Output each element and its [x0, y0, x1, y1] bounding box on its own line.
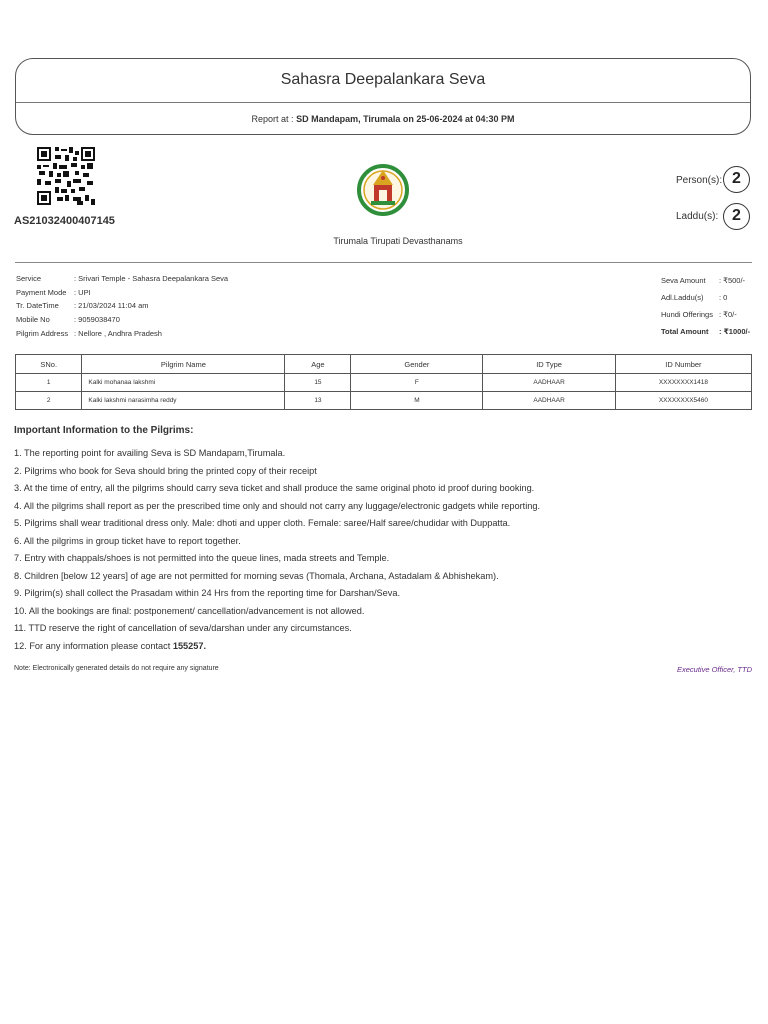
- table-cell: 2: [16, 392, 82, 410]
- table-cell: 13: [285, 392, 351, 410]
- list-item: 10. All the bookings are final: postponement/ cancellation/advancement is not allowed.: [14, 605, 365, 616]
- column-header: Pilgrim Name: [82, 355, 285, 374]
- table-cell: 1: [16, 374, 82, 392]
- page-title: Sahasra Deepalankara Seva: [280, 71, 486, 88]
- list-item: 8. Children [below 12 years] of age are not permitted for morning sevas (Thomala, Archana, Astadalam & Abhishekam).: [14, 570, 499, 581]
- table-cell: Kalki lakshmi narasimha reddy: [82, 392, 285, 410]
- table-cell: Kalki mohanaa lakshmi: [82, 374, 285, 392]
- list-item: 4. All the pilgrims shall report as per the prescribed time only and should not carry any luggage/electronic gadgets while reporting.: [14, 500, 541, 511]
- org-name: Tirumala Tirupati Devasthanams: [333, 236, 463, 246]
- detail-key: Mobile No: [16, 315, 50, 324]
- table-cell: AADHAAR: [483, 392, 616, 410]
- detail-key: Tr. DateTime: [16, 301, 59, 310]
- detail-value: : Srivari Temple - Sahasra Deepalankara Seva: [74, 274, 229, 283]
- column-header: Age: [285, 355, 351, 374]
- amount-key: Hundi Offerings: [661, 310, 713, 319]
- list-item-contact: [14, 639, 540, 657]
- qr-code-icon: [37, 147, 95, 205]
- column-header: Gender: [351, 355, 483, 374]
- column-header: SNo.: [16, 355, 82, 374]
- table-cell: XXXXXXXX1418: [615, 374, 751, 392]
- detail-key: Payment Mode: [16, 287, 67, 297]
- table-row: [16, 374, 752, 392]
- amount-key: Total Amount: [661, 326, 709, 336]
- table-row: [16, 392, 752, 410]
- detail-key: Service: [16, 274, 42, 283]
- list-item: 2. Pilgrims who book for Seva should bring the printed copy of their receipt: [14, 465, 317, 476]
- table-cell: 15: [285, 374, 351, 392]
- detail-value: : Nellore , Andhra Pradesh: [74, 329, 162, 338]
- ttd-emblem-icon: [357, 145, 409, 235]
- list-item: 5. Pilgrims shall wear traditional dress only. Male: dhoti and upper cloth. Female: saree/Half saree/chudidar with Duppatta.: [14, 518, 511, 528]
- report-detail: SD Mandapam, Tirumala on 25-06-2024 at 04:30 PM: [296, 114, 515, 124]
- persons-label: Person(s):: [676, 175, 723, 186]
- list-item: 9. Pilgrim(s) shall collect the Prasadam within 24 Hrs from the reporting time for Darshan/Seva.: [14, 588, 401, 598]
- amount-value: : ₹500/-: [719, 276, 746, 285]
- list-item: 1. The reporting point for availing Seva is SD Mandapam,Tirumala.: [14, 448, 286, 458]
- detail-key: Pilgrim Address: [16, 329, 69, 338]
- detail-value: : 9059038470: [74, 315, 120, 324]
- column-header: ID Type: [483, 355, 616, 374]
- amount-key: Adl.Laddu(s): [661, 292, 704, 302]
- footer-note: Note: Electronically generated details do not require any signature: [14, 665, 219, 672]
- detail-value: : 21/03/2024 11:04 am: [74, 301, 149, 310]
- table-cell: F: [351, 374, 483, 392]
- report-line: [16, 114, 750, 124]
- table-header-row: [16, 355, 752, 374]
- list-item: 3. At the time of entry, all the pilgrims should carry seva ticket and shall produce the same original photo id proof during booking.: [14, 483, 535, 493]
- amount-key: Seva Amount: [661, 276, 706, 285]
- detail-value: : UPI: [74, 287, 91, 297]
- persons-count-badge: 2: [723, 166, 750, 193]
- laddus-count-badge: 2: [723, 203, 750, 230]
- table-cell: AADHAAR: [483, 374, 616, 392]
- contact-prefix: 12. For any information please contact: [14, 640, 173, 651]
- column-header: ID Number: [615, 355, 751, 374]
- section-divider: [15, 262, 752, 263]
- amount-value: : ₹0/-: [719, 310, 737, 319]
- important-info-title: Important Information to the Pilgrims:: [14, 425, 194, 436]
- amount-value: : 0: [719, 292, 728, 302]
- laddus-label: Laddu(s):: [676, 211, 719, 222]
- ticket-number: AS21032400407145: [14, 215, 115, 227]
- header-box: [15, 58, 751, 135]
- list-item: 7. Entry with chappals/shoes is not permitted into the queue lines, mada streets and Temple.: [14, 553, 390, 563]
- table-cell: M: [351, 392, 483, 410]
- table-cell: XXXXXXXX5460: [615, 392, 751, 410]
- report-prefix: Report at :: [251, 114, 294, 124]
- instructions-list: [14, 446, 540, 656]
- amount-value: : ₹1000/-: [719, 326, 751, 336]
- contact-number: 155257.: [172, 640, 207, 651]
- signature-text: Executive Officer, TTD: [676, 665, 752, 674]
- list-item: 6. All the pilgrims in group ticket have to report together.: [14, 535, 241, 546]
- header-divider: [16, 102, 750, 103]
- pilgrim-table: [15, 354, 752, 410]
- list-item: 11. TTD reserve the right of cancellation of seva/darshan under any circumstances.: [14, 623, 352, 633]
